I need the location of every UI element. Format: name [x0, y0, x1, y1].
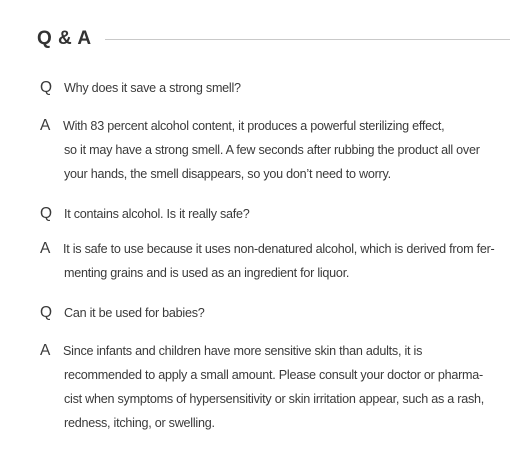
header-divider: [105, 39, 510, 40]
question-text: Can it be used for babies?: [64, 306, 205, 320]
section-title: Q & A: [37, 28, 92, 49]
answer-text: [64, 339, 500, 435]
answer-text: [64, 114, 500, 186]
question-marker: Q: [40, 79, 53, 96]
answer-line: With 83 percent alcohol content, it produces a powerful sterilizing effect,: [63, 119, 445, 133]
answer-line: menting grains and is used as an ingredient for liquor.: [64, 266, 350, 280]
answer-line: cist when symptoms of hypersensitivity or skin irritation appear, such as a rash,: [64, 392, 485, 406]
answer-line: so it may have a strong smell. A few seconds after rubbing the product all over: [64, 143, 480, 157]
faq-answer-2: [40, 237, 500, 285]
faq-question-2: [40, 202, 500, 226]
question-marker: Q: [40, 304, 53, 321]
answer-line: your hands, the smell disappears, so you don’t need to worry.: [64, 167, 391, 181]
answer-marker: A: [40, 240, 51, 257]
answer-marker: A: [40, 117, 51, 134]
faq-answer-3: [40, 339, 500, 435]
faq-question-3: [40, 301, 500, 325]
answer-line: redness, itching, or swelling.: [64, 416, 215, 430]
question-text: It contains alcohol. Is it really safe?: [64, 207, 250, 221]
question-text: Why does it save a strong smell?: [64, 81, 241, 95]
answer-line: Since infants and children have more sensitive skin than adults, it is: [63, 344, 423, 358]
section-header: [37, 26, 510, 52]
answer-line: It is safe to use because it uses non-denatured alcohol, which is derived from fer-: [63, 242, 495, 256]
answer-line: recommended to apply a small amount. Please consult your doctor or pharma-: [64, 368, 483, 382]
faq-question-1: [40, 76, 500, 100]
answer-text: [64, 237, 500, 285]
faq-answer-1: [40, 114, 500, 186]
answer-marker: A: [40, 342, 51, 359]
question-marker: Q: [40, 205, 53, 222]
